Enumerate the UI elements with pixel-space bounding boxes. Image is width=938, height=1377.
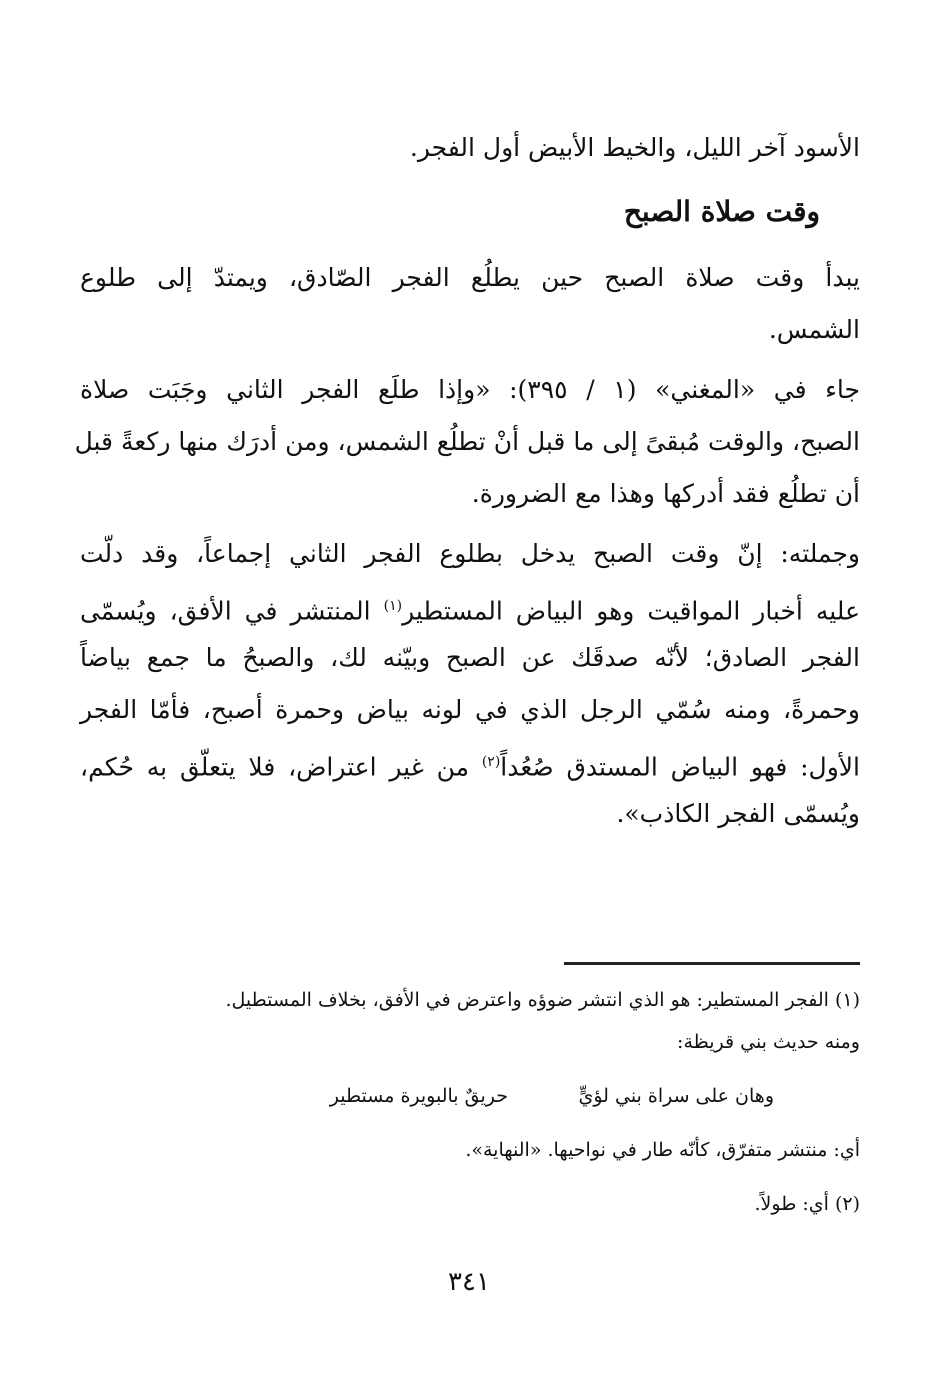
verse-first-hemistich: وهان على سراة بني لؤيٍّ (578, 1085, 774, 1107)
body-line-continuation: الأسود آخر الليل، والخيط الأبيض أول الفجر. (409, 133, 860, 162)
paragraph-3-line-5-part-a: الأول: فهو البياض المستدق صُعُداً (500, 752, 860, 782)
paragraph-3-line-3: الفجر الصادق؛ لأنّه صدقَك عن الصبح وبيّنه لك، والصبحُ ما جمع بياضاً (80, 643, 860, 672)
verse-second-hemistich: حريقٌ بالبويرة مستطير (329, 1085, 508, 1107)
paragraph-2-line-2: الصبح، والوقت مُبقىً إلى ما قبل أنْ تطلُع الشمس، ومن أدرَك منها ركعةً قبل (74, 427, 860, 456)
footnote-1-line-1: (١) الفجر المستطير: هو الذي انتشر ضوؤه واعترض في الأفق، بخلاف المستطيل. (225, 989, 860, 1011)
paragraph-3-line-1: وجملته: إنّ وقت الصبح يدخل بطلوع الفجر الثاني إجماعاً، وقد دلّت (80, 539, 860, 568)
footnote-ref-1: (١) (383, 598, 403, 614)
paragraph-3-line-6: ويُسمّى الفجر الكاذب». (616, 799, 860, 828)
paragraph-3-line-2 (80, 586, 860, 631)
paragraph-3-line-2-part-a: عليه أخبار المواقيت وهو البياض المستطير (402, 596, 860, 626)
paragraph-3-line-2-part-b: المنتشر في الأفق، ويُسمّى (80, 596, 371, 626)
footnote-separator (564, 962, 860, 965)
paragraph-3-line-5 (80, 742, 860, 787)
section-heading: وقت صلاة الصبح (623, 195, 820, 228)
paragraph-2-line-3: أن تطلُع فقد أدركها وهذا مع الضرورة. (471, 479, 860, 508)
page-number: ٣٤١ (448, 1267, 490, 1297)
paragraph-3-line-4: وحمرةً، ومنه سُمّي الرجل الذي في لونه بياض وحمرة أصبح، فأمّا الفجر (80, 695, 860, 724)
footnote-1-line-2: ومنه حديث بني قريظة: (677, 1031, 860, 1053)
paragraph-1-line-1: يبدأ وقت صلاة الصبح حين يطلُع الفجر الصّادق، ويمتدّ إلى طلوع (80, 263, 860, 292)
footnote-1-line-3: أي: منتشر متفرّق، كأنّه طار في نواحيها. «النهاية». (465, 1139, 860, 1161)
paragraph-1-line-2: الشمس. (768, 315, 860, 344)
footnote-ref-2: (٢) (481, 754, 501, 770)
paragraph-3-line-5-part-b: من غير اعتراض، فلا يتعلّق به حُكم، (80, 752, 469, 782)
footnote-2: (٢) أي: طولاً. (754, 1193, 860, 1215)
paragraph-2-line-1: جاء في «المغني» (١ / ٣٩٥): «وإذا طلَع الفجر الثاني وجَبَت صلاة (80, 375, 860, 404)
